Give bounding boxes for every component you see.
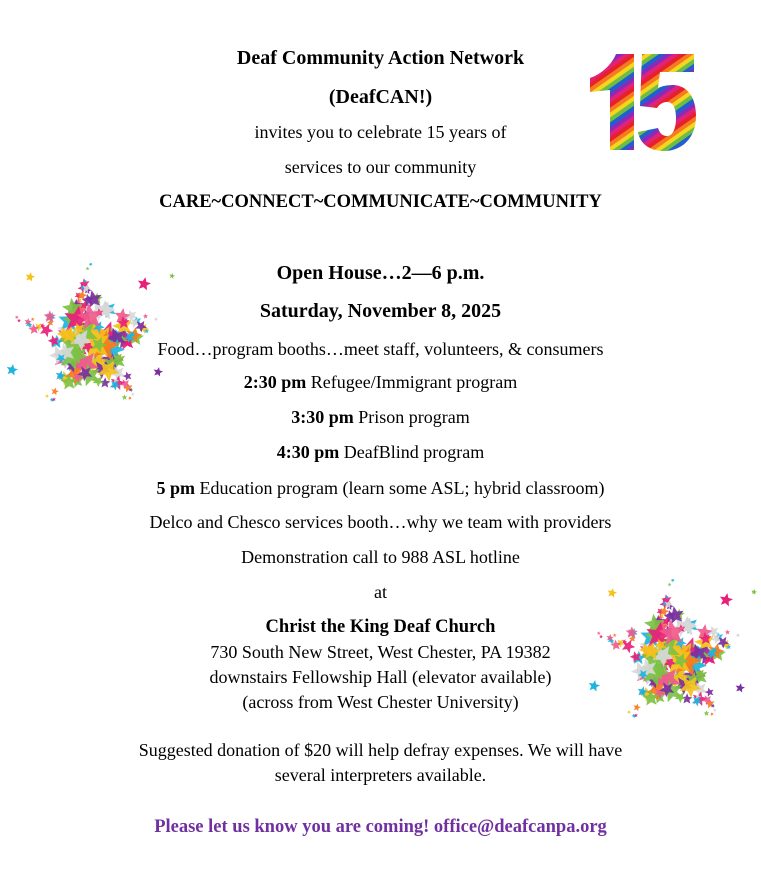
invite-line-1: invites you to celebrate 15 years of <box>254 122 507 142</box>
venue-address: 730 South New Street, West Chester, PA 19382 <box>210 642 551 662</box>
small-star-icon <box>710 712 714 716</box>
schedule-time: 3:30 pm <box>291 407 354 427</box>
event-date: Saturday, November 8, 2025 <box>259 300 502 322</box>
extra-item-hotline-demo: Demonstration call to 988 ASL hotline <box>241 547 520 567</box>
schedule-item <box>0 408 761 426</box>
rsvp-contact: Please let us know you are coming! office@deafcanpa.org <box>154 817 607 837</box>
schedule-program: Prison program <box>353 407 470 427</box>
small-star-icon <box>40 324 53 337</box>
venue-at: at <box>374 582 387 602</box>
small-star-icon <box>704 710 710 716</box>
schedule-time: 4:30 pm <box>276 442 340 462</box>
event-summary: Food…program booths…meet staff, volunteers, & consumers <box>157 339 604 359</box>
small-star-icon <box>45 394 49 398</box>
donation-line-1: Suggested donation of $20 will help defray expenses. We will have <box>138 740 623 760</box>
schedule-program: Education program (learn some ASL; hybrid classroom) <box>195 478 605 498</box>
org-short-name: (DeafCAN!) <box>328 86 433 108</box>
donation-line-2: several interpreters available. <box>274 765 487 785</box>
venue-name: Christ the King Deaf Church <box>265 617 496 637</box>
small-star-icon <box>671 579 675 583</box>
event-title: Open House…2—6 p.m. <box>276 262 485 284</box>
schedule-item <box>0 479 761 497</box>
small-star-icon <box>128 396 132 400</box>
extra-item-services-booth: Delco and Chesco services booth…why we team with providers <box>149 512 612 532</box>
small-star-icon <box>131 392 135 396</box>
schedule-program: DeafBlind program <box>339 442 485 462</box>
schedule-item <box>0 443 761 461</box>
venue-room: downstairs Fellowship Hall (elevator available) <box>209 667 552 687</box>
schedule-time: 2:30 pm <box>243 372 307 392</box>
schedule-item <box>0 373 761 391</box>
schedule-program: Refugee/Immigrant program <box>306 372 518 392</box>
motto: CARE~CONNECT~COMMUNICATE~COMMUNITY <box>159 192 602 212</box>
invite-line-2: services to our community <box>284 157 477 177</box>
venue-landmark: (across from West Chester University) <box>242 692 519 712</box>
org-name: Deaf Community Action Network <box>236 47 525 69</box>
small-star-icon <box>122 394 128 400</box>
schedule-time: 5 pm <box>156 478 196 498</box>
